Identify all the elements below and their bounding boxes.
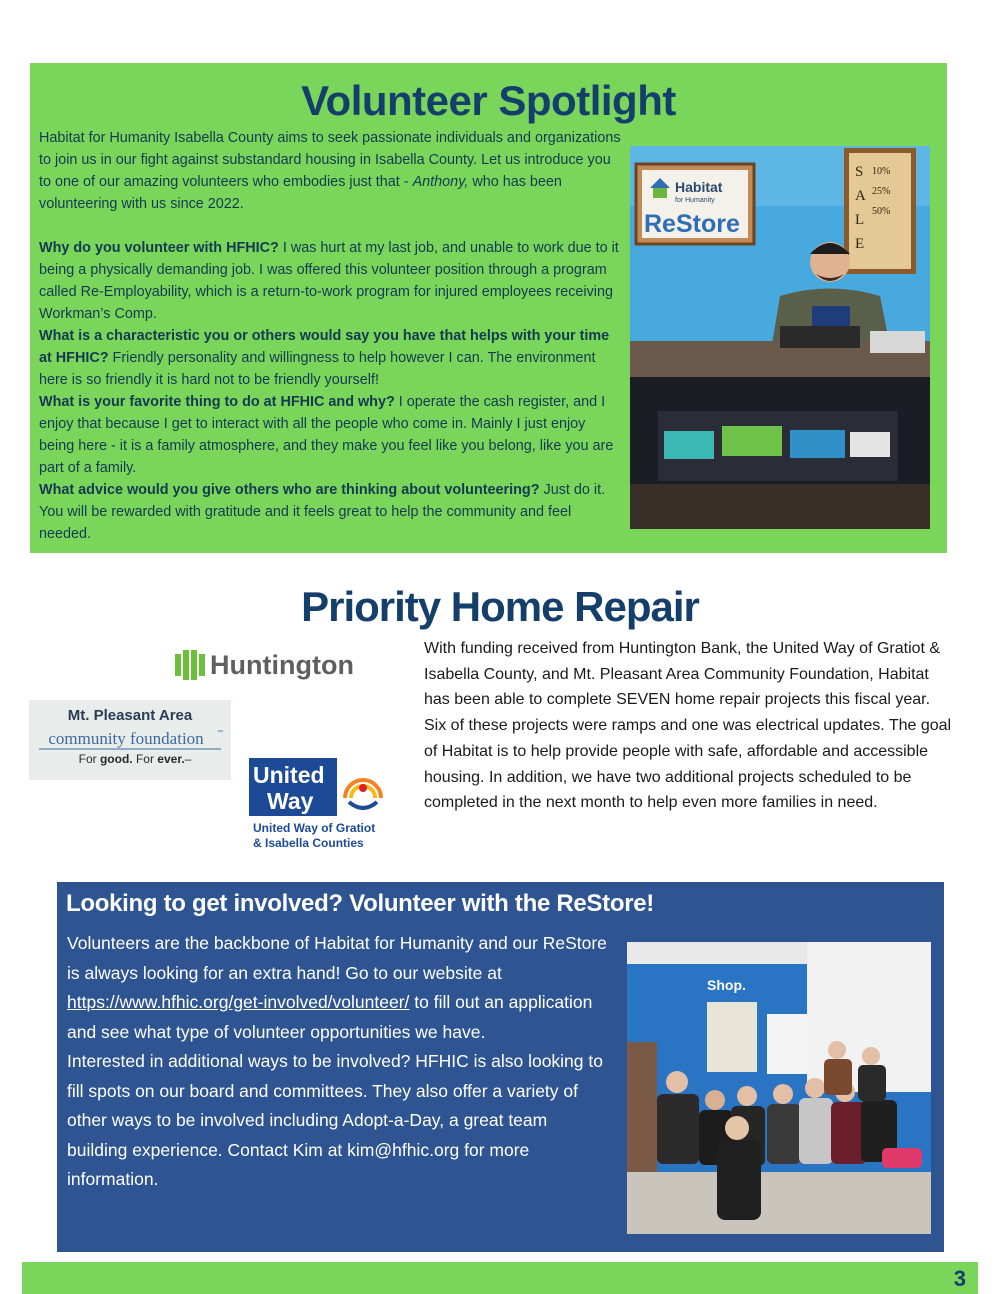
sign-restore: ReStore bbox=[644, 210, 740, 238]
page-footer-bar bbox=[22, 1262, 978, 1294]
huntington-logo-mark bbox=[175, 650, 205, 680]
priority-home-repair-body: With funding received from Huntington Bank, the United Way of Gratiot & Isabella County, and Mt. Pleasant Area Community Foundation, Habitat has been able to complete SEVEN home repair projects this fiscal year. Six of these projects were ramps and one was electrical updates. The goal of Habitat is to help provide people with safe, affordable and accessible housing. In addition, we have two additional projects scheduled to be completed in the next month to help even more families in need. bbox=[424, 640, 952, 812]
photo-shop-sign: Shop. bbox=[707, 977, 746, 993]
question-4: What advice would you give others who are thinking about volunteering? bbox=[39, 482, 540, 498]
mpacf-line-1: Mt. Pleasant Area bbox=[67, 707, 193, 724]
volunteer-name: Anthony, bbox=[412, 174, 469, 190]
uw-line-1: United bbox=[253, 762, 325, 788]
spotlight-intro bbox=[39, 127, 624, 215]
get-involved-title: Looking to get involved? Volunteer with the ReStore! bbox=[66, 890, 654, 917]
get-involved-body bbox=[67, 929, 607, 1195]
mt-pleasant-community-foundation-logo bbox=[29, 700, 231, 780]
qa-3 bbox=[39, 391, 624, 479]
qa-1 bbox=[39, 237, 624, 325]
mpacf-tagline: For good. For ever.– bbox=[78, 752, 192, 766]
sale-pct-1: 10% bbox=[872, 166, 891, 177]
restore-sign bbox=[636, 164, 754, 244]
question-2: What is a characteristic you or others would say you have that helps with your time at HFHIC? bbox=[39, 328, 610, 366]
qa-4 bbox=[39, 479, 624, 545]
huntington-wordmark: Huntington bbox=[210, 650, 354, 680]
mpacf-line-2: community foundation bbox=[48, 729, 204, 748]
sale-a: A bbox=[855, 188, 866, 204]
spotlight-body bbox=[39, 127, 624, 545]
answer-3: I operate the cash register, and I enjoy that because I get to interact with all the people who come in. Mainly I just enjoy being here - it is a family atmosphere, and they make you feel like you belong, like you are part of a family. bbox=[39, 394, 614, 476]
priority-home-repair-title: Priority Home Repair bbox=[301, 583, 699, 630]
huntington-logo bbox=[172, 642, 377, 684]
intro-text-end: who has been volunteering with us since 2022. bbox=[39, 174, 562, 212]
uw-caption-2: & Isabella Counties bbox=[253, 836, 364, 850]
sale-e: E bbox=[855, 236, 865, 252]
page-number: 3 bbox=[953, 1266, 966, 1291]
volunteer-link[interactable]: https://www.hfhic.org/get-involved/volunteer/ bbox=[67, 992, 410, 1012]
answer-1: I was hurt at my last job, and unable to work due to it being a physically demanding job. I was offered this volunteer position through a program called Re-Employability, which is a return-to-work program for injured employees receiving Workman’s Comp. bbox=[39, 240, 619, 322]
uw-caption-1: United Way of Gratiot bbox=[253, 821, 376, 835]
get-involved-paragraph-1 bbox=[67, 929, 607, 1047]
answer-2: Friendly personality and willingness to help however I can. The environment here is so friendly it is hard not to be friendly yourself! bbox=[39, 350, 596, 388]
answer-4: Just do it. You will be rewarded with gratitude and it feels great to help the community and feel needed. bbox=[39, 482, 606, 542]
volunteer-spotlight-section bbox=[30, 63, 947, 553]
paragraph-1-start: Volunteers are the backbone of Habitat for Humanity and our ReStore is always looking for an extra hand! Go to our website at bbox=[67, 933, 607, 983]
sale-board bbox=[844, 148, 916, 274]
volunteer-group-photo bbox=[627, 942, 931, 1234]
question-3: What is your favorite thing to do at HFHIC and why? bbox=[39, 394, 395, 410]
sale-s: S bbox=[855, 164, 864, 180]
paragraph-1-end: to fill out an application and see what type of volunteer opportunities we have. bbox=[67, 992, 593, 1042]
sign-habitat: Habitat bbox=[675, 179, 723, 195]
uw-line-2: Way bbox=[267, 788, 314, 814]
sign-for-humanity: for Humanity bbox=[675, 197, 715, 204]
get-involved-section bbox=[57, 882, 944, 1252]
united-way-logo bbox=[249, 758, 389, 854]
sale-pct-3: 50% bbox=[872, 206, 891, 217]
volunteer-photo bbox=[630, 146, 930, 529]
mpacf-trademark: ™ bbox=[217, 730, 223, 736]
get-involved-paragraph-2: Interested in additional ways to be involved? HFHIC is also looking to fill spots on our board and committees. They also offer a variety of other ways to be involved including Adopt-a-Day, a great team building experience. Contact Kim at kim@hfhic.org for more information. bbox=[67, 1051, 603, 1189]
qa-2 bbox=[39, 325, 624, 391]
question-1: Why do you volunteer with HFHIC? bbox=[39, 240, 279, 256]
sale-pct-2: 25% bbox=[872, 186, 891, 197]
paragraph-gap bbox=[39, 215, 624, 237]
intro-text: Habitat for Humanity Isabella County aims to seek passionate individuals and organizations to join us in our fight against substandard housing in Isabella County. Let us introduce you to one of our amazing volunteers who embodies just that - bbox=[39, 130, 621, 190]
sale-l: L bbox=[855, 212, 865, 228]
spotlight-title: Volunteer Spotlight bbox=[301, 77, 676, 124]
